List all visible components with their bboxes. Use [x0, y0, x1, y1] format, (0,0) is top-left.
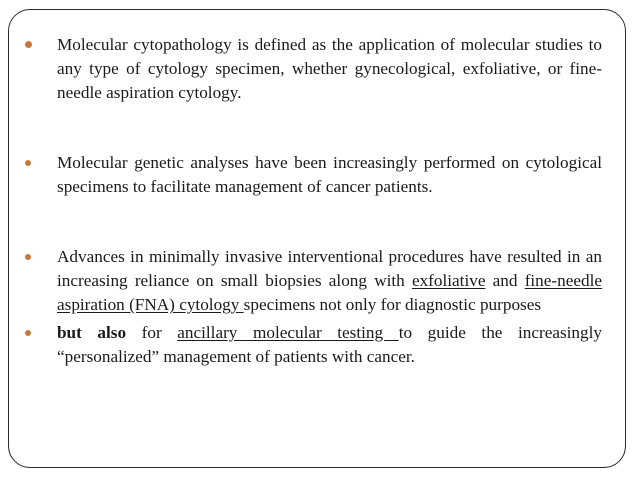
bullet-list	[24, 33, 602, 369]
bullet-item-1	[24, 33, 602, 105]
underlined-term-fna-cytology: fine-needle aspiration (FNA) cytology	[57, 271, 602, 314]
bullet-dot-icon	[25, 160, 31, 166]
underlined-term-exfoliative: exfoliative	[411, 271, 486, 290]
bullet-text-3c: specimens not only for diagnostic purposes	[243, 295, 542, 314]
bullet-text-1: Molecular cytopathology is defined as the application of molecular studies to any type of cytology specimen, whether gynecological, exfoliative, or fine-needle aspiration cytology.	[57, 35, 602, 102]
bullet-text-2: Molecular genetic analyses have been increasingly performed on cytological specimens to facilitate management of cancer patients.	[57, 153, 602, 196]
bold-text-but-also: but also	[57, 323, 127, 342]
bullet-text-4a: for	[126, 323, 178, 342]
bullet-text-4b: to guide the increasingly “personalized” management of patients with cancer.	[57, 323, 602, 366]
bullet-dot-icon	[25, 330, 31, 336]
bullet-item-2	[24, 151, 602, 199]
bullet-dot-icon	[25, 41, 32, 48]
bullet-item-3	[24, 245, 602, 317]
bullet-text-3a: Advances in minimally invasive interventional procedures have resulted in an increasing reliance on small biopsies along with	[57, 247, 602, 290]
bullet-text-3b: and	[485, 271, 525, 290]
bullet-dot-icon	[25, 254, 31, 260]
underlined-term-ancillary-testing: ancillary molecular testing	[177, 323, 399, 342]
bullet-item-4	[24, 321, 602, 369]
